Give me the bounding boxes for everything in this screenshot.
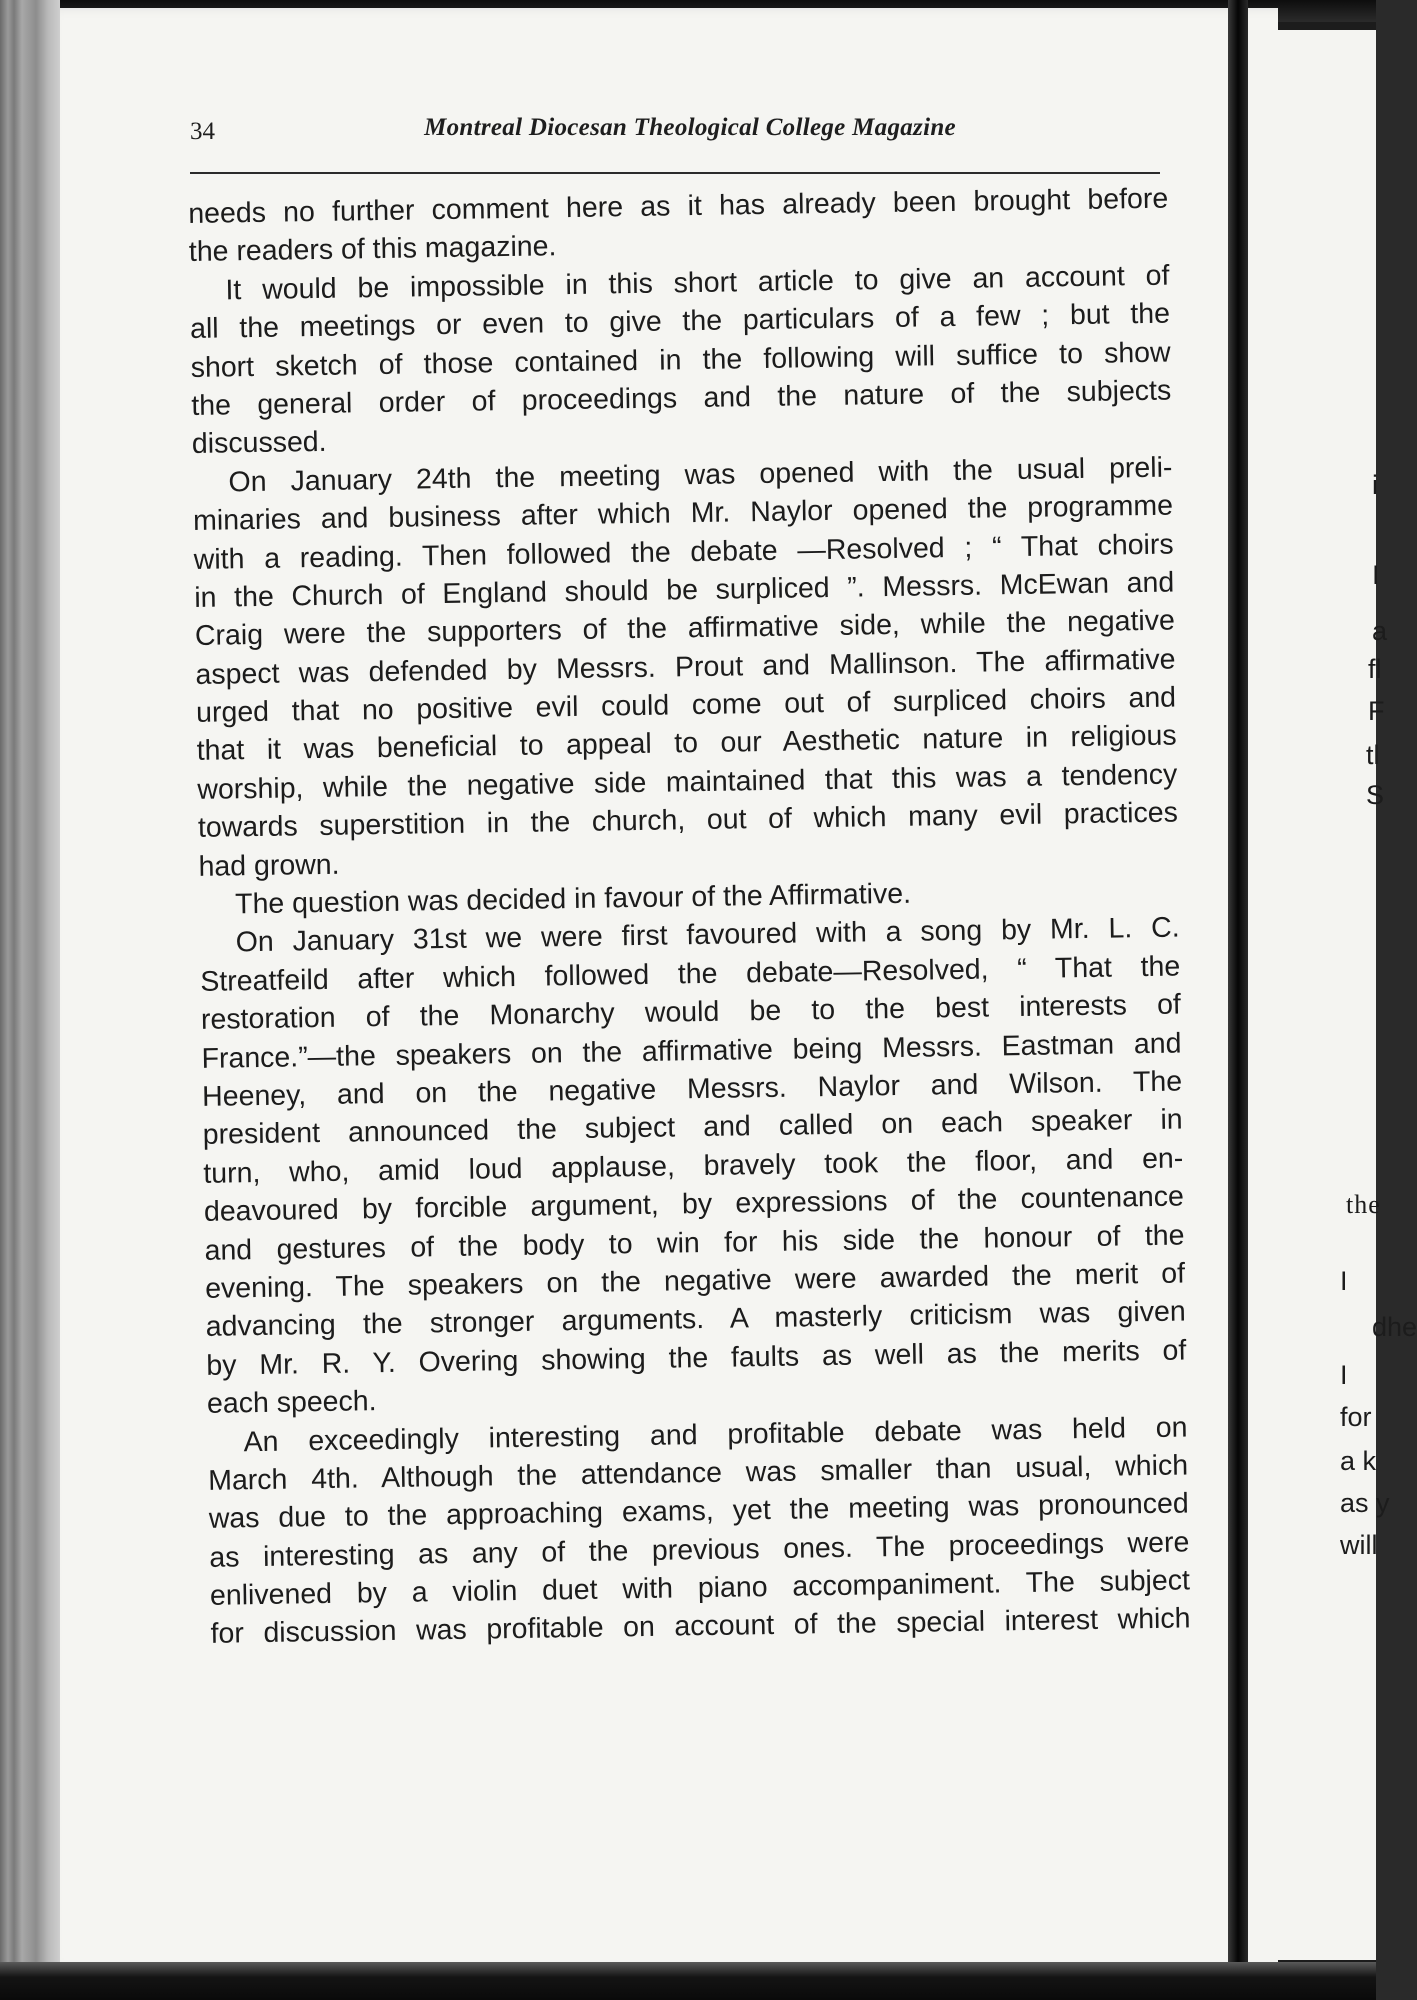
right-page-fragment: i (1372, 470, 1378, 500)
right-page-fragment: tl (1366, 740, 1380, 770)
text-line: that it was beneficial to appeal to our Aesthetic nature in religious (196, 720, 1177, 768)
text-line: It would be impossible in this short article to give an account of (225, 259, 1170, 307)
text-line: discussed. (191, 426, 327, 461)
right-page (1248, 30, 1376, 1960)
text-line: On January 24th the meeting was opened with the usual preli- (228, 451, 1173, 499)
text-line: Craig were the supporters of the affirmative side, while the negative (194, 604, 1176, 653)
right-page-fragment: will (1340, 1530, 1378, 1560)
text-line: was due to the approaching exams, yet the meeting was pronounced (208, 1487, 1189, 1536)
text-line: for discussion was profitable on account of the special interest which (210, 1602, 1191, 1651)
right-page-fragment: I (1340, 1266, 1348, 1296)
bottom-shadow (0, 1962, 1376, 2000)
text-line: each speech. (206, 1385, 377, 1420)
text-line: needs no further comment here as it has already been brought before (188, 182, 1169, 230)
text-line: had grown. (198, 848, 340, 883)
right-page-fragment: fl (1368, 654, 1382, 684)
right-page-fragment: a (1372, 616, 1388, 646)
text-line: restoration of the Monarchy would be to the best interests of (200, 988, 1182, 1037)
text-line: advancing the stronger arguments. A masterly criticism was given (205, 1295, 1186, 1344)
text-line: short sketch of those contained in the following will suffice to show (190, 336, 1171, 384)
text-line: the readers of this magazine. (188, 230, 557, 269)
page-header (190, 112, 1160, 174)
text-line: as interesting as any of the previous ones. The proceedings were (209, 1526, 1190, 1574)
text-line: Streatfeild after which followed the debate—Resolved, “ That the (200, 950, 1181, 998)
page-edge-stack (0, 0, 60, 2000)
right-page-fragment: dhe (1372, 1312, 1417, 1342)
text-line: the general order of proceedings and the nature of the subjects (191, 374, 1172, 422)
text-line: An exceedingly interesting and profitable debate was held on (243, 1410, 1188, 1458)
text-line: worship, while the negative side maintained that this was a tendency (197, 758, 1178, 806)
right-page-fragment: as y (1340, 1488, 1390, 1518)
text-line: aspect was defended by Messrs. Prout and Mallinson. The affirmative (195, 643, 1176, 691)
text-line: minaries and business after which Mr. Naylor opened the programme (192, 489, 1174, 538)
text-line: France.”—the speakers on the affirmative being Messrs. Eastman and (201, 1027, 1182, 1075)
text-line: enlivened by a violin duet with piano accompaniment. The subject (209, 1564, 1191, 1612)
right-page-fragment: for (1340, 1402, 1372, 1432)
text-line: with a reading. Then followed the debate —Resolved ; “ That choirs (193, 528, 1174, 576)
text-line: The question was decided in favour of the Affirmative. (234, 877, 912, 921)
text-line: all the meetings or even to give the particulars of a few ; but the (189, 297, 1171, 346)
text-line: in the Church of England should be surpliced ”. Messrs. McEwan and (194, 566, 1175, 614)
running-title: Montreal Diocesan Theological College Magazine (424, 114, 956, 141)
right-page-fragment: F (1368, 696, 1385, 726)
right-page-fragment: a k (1340, 1446, 1377, 1476)
page-number: 34 (190, 118, 215, 145)
text-line: evening. The speakers on the negative were awarded the merit of (204, 1257, 1186, 1305)
text-line: March 4th. Although the attendance was smaller than usual, which (207, 1449, 1189, 1497)
text-line: Heeney, and on the negative Messrs. Naylor and Wilson. The (201, 1065, 1183, 1113)
right-page-fragment: I (1372, 560, 1380, 590)
text-line: deavoured by forcible argument, by expressions of the countenance (203, 1180, 1185, 1229)
right-page-fragment: S (1366, 780, 1385, 810)
text-line: urged that no positive evil could come out of surpliced choirs and (195, 681, 1177, 730)
text-line: turn, who, amid loud applause, bravely took the floor, and en- (203, 1142, 1184, 1190)
text-line: and gestures of the body to win for his side the honour of the (204, 1219, 1185, 1267)
article-body (188, 180, 1191, 1654)
right-page-fragment: the (1346, 1190, 1381, 1219)
text-line: by Mr. R. Y. Overing showing the faults as well as the merits of (206, 1334, 1187, 1382)
book-gutter (1228, 0, 1248, 2000)
right-page-fragment: I (1340, 1360, 1348, 1390)
text-line: On January 31st we were first favoured with a song by Mr. L. C. (235, 911, 1180, 959)
text-line: towards superstition in the church, out of which many evil practices (197, 796, 1179, 845)
text-line: president announced the subject and called on each speaker in (202, 1103, 1183, 1152)
